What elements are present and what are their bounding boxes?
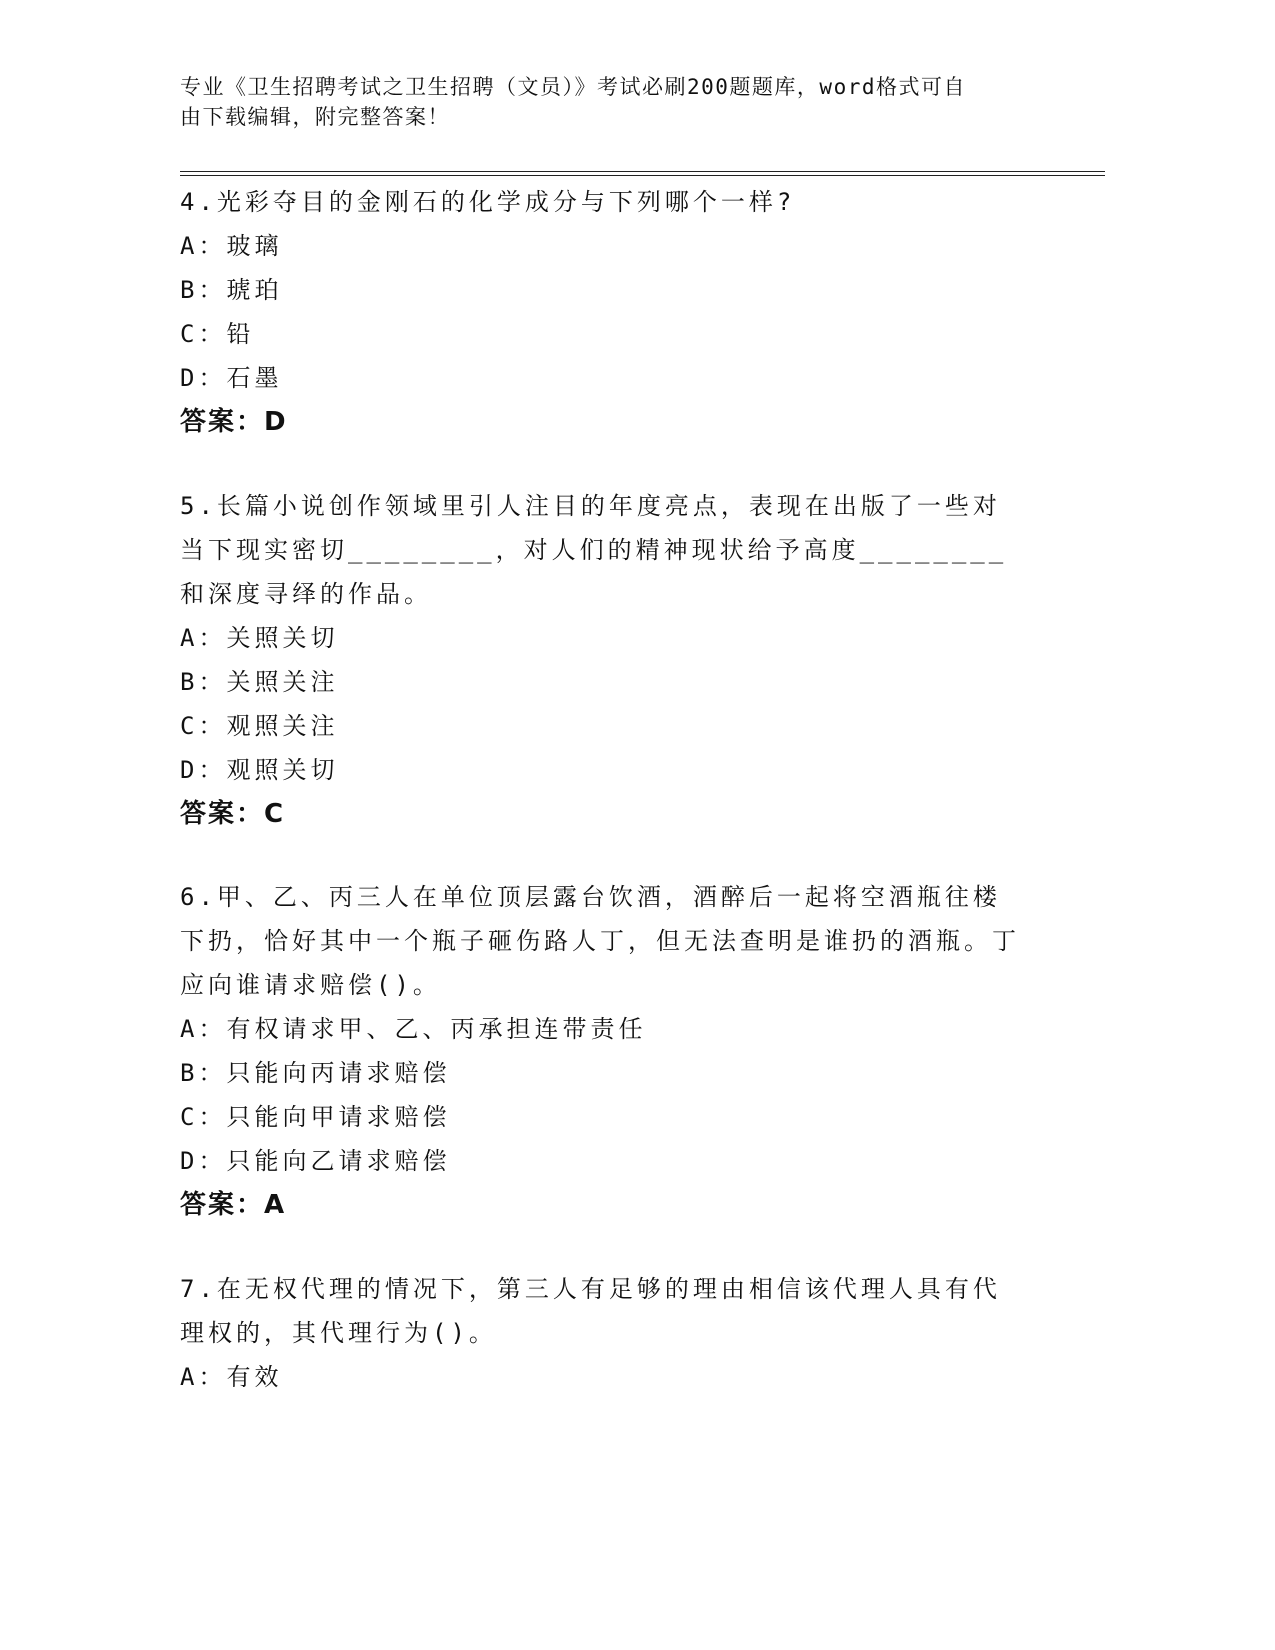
question-stem: 4.光彩夺目的金刚石的化学成分与下列哪个一样? (180, 188, 796, 216)
option-d: D：石墨 (180, 364, 283, 392)
option-c: C：观照关注 (180, 712, 339, 740)
option-a: A：有权请求甲、乙、丙承担连带责任 (180, 1015, 647, 1043)
question-stem: 7.在无权代理的情况下，第三人有足够的理由相信该代理人具有代理权的，其代理行为()。 (180, 1275, 1001, 1347)
answer: 答案：A (180, 1190, 287, 1220)
option-a: A：有效 (180, 1363, 283, 1391)
document-header (180, 72, 1030, 132)
question-6 (180, 875, 1020, 1227)
question-5 (180, 484, 1020, 836)
option-b: B：关照关注 (180, 668, 339, 696)
question-7 (180, 1267, 1020, 1399)
option-a: A：关照关切 (180, 624, 339, 652)
option-d: D：只能向乙请求赔偿 (180, 1147, 451, 1175)
question-4 (180, 180, 1020, 444)
option-c: C：铅 (180, 320, 255, 348)
option-c: C：只能向甲请求赔偿 (180, 1103, 451, 1131)
answer: 答案：C (180, 799, 286, 829)
option-b: B：只能向丙请求赔偿 (180, 1059, 451, 1087)
header-divider-top (180, 171, 1105, 172)
option-a: A：玻璃 (180, 232, 283, 260)
header-line-1: 专业《卫生招聘考试之卫生招聘（文员）》考试必刷200题题库，word格式可自 (180, 75, 966, 99)
option-b: B：琥珀 (180, 276, 283, 304)
answer: 答案：D (180, 407, 288, 437)
question-stem: 6.甲、乙、丙三人在单位顶层露台饮酒，酒醉后一起将空酒瓶往楼下扔，恰好其中一个瓶子砸伤路人丁，但无法查明是谁扔的酒瓶。丁应向谁请求赔偿()。 (180, 883, 1020, 999)
question-stem: 5.长篇小说创作领域里引人注目的年度亮点，表现在出版了一些对当下现实密切________，对人们的精神现状给予高度________和深度寻绎的作品。 (180, 492, 1008, 608)
header-line-2: 由下载编辑，附完整答案！ (180, 105, 450, 129)
option-d: D：观照关切 (180, 756, 339, 784)
header-divider-bottom (180, 175, 1105, 176)
